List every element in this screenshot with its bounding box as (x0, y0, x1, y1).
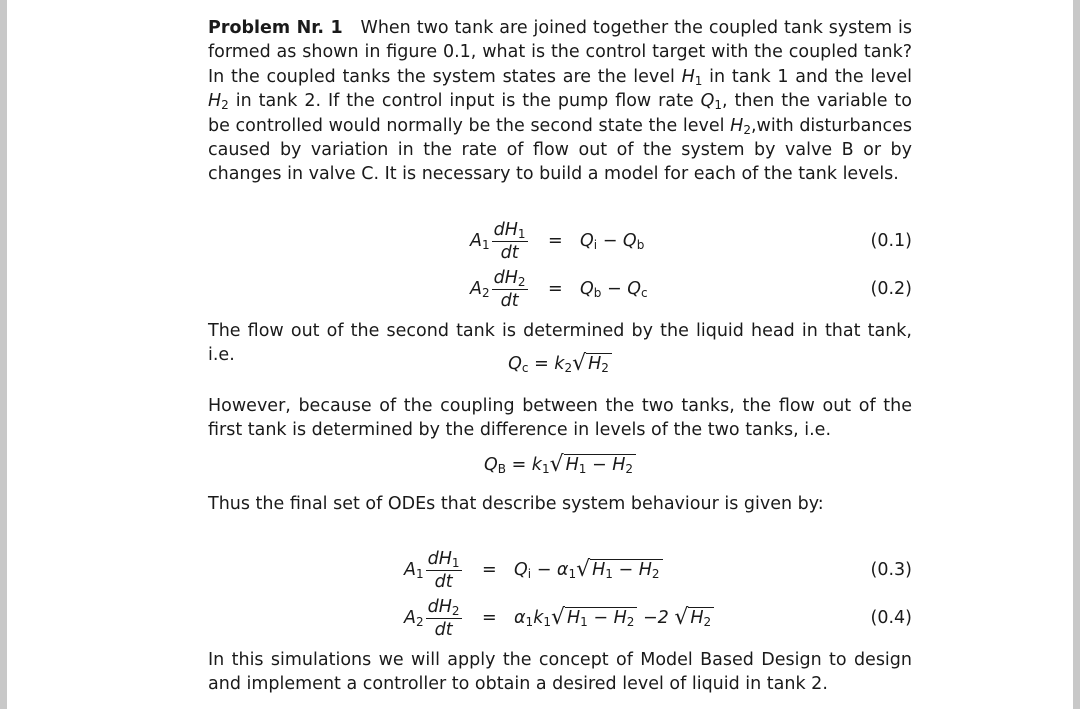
derivative-fraction: $\frac{dH_1}{dt}$ (427, 548, 460, 592)
equation-number: (0.2) (870, 279, 912, 299)
page-right-margin (1073, 0, 1080, 709)
qb-equation: $Q_B = k_1√$ $H_1 - H_2$ (208, 455, 912, 475)
lhs-coeff: $A_2$ (404, 608, 424, 629)
problem-intro: When two tank are joined together the coupled tank system is formed as shown in figure 0.1, what is the control target with the coupled tank? In the coupled tanks the system states are the level $H_1$ in tank 1 and the level $H_2$ in tank 2. If the control input is the pump flow rate $Q_1$, then the variable to be controlled would normally be the second state the level $H_2,with$ disturbances caused by variation in the rate of flow out of the system by valve B or by changes in valve C. It is necessary to build a model for each of the tank levels. (208, 18, 912, 185)
derivative-fraction: $\frac{dH_2}{dt}$ (493, 267, 526, 311)
page-left-margin (0, 0, 7, 709)
equation-rhs: $Q_i - Q_b$ (580, 231, 645, 252)
equation-rhs: $Q_i - \alpha_1√$ $H_1 - H_2$ (514, 560, 663, 580)
document-page (208, 0, 912, 709)
lhs-coeff: $A_2$ (470, 279, 490, 300)
equation-number: (0.4) (870, 608, 912, 628)
equation-number: (0.3) (870, 560, 912, 580)
equation-0-1: $A_1$ $\frac{dH_1}{dt}$ = $Q_i - Q_b$ (0.1) (470, 219, 912, 263)
flow-second-tank-text: The flow out of the second tank is determined by the liquid head in that tank, i.e. (208, 321, 912, 366)
qc-equation: $Q_c = k_2√$ $H_2$ (208, 354, 912, 374)
problem-label: Problem Nr. 1 (208, 18, 343, 38)
lhs-coeff: $A_1$ (470, 231, 490, 252)
equation-0-4: $A_2$ $\frac{dH_2}{dt}$ = $\alpha_1k_1√$ $H_1 - H_2 -2$ √ $H_2$ (0.4) (208, 595, 912, 641)
equation-rhs: $Q_b - Q_c$ (580, 279, 648, 300)
lhs-coeff: $A_1$ (404, 560, 424, 581)
derivative-fraction: $\frac{dH_1}{dt}$ (493, 219, 526, 263)
problem-paragraph (208, 16, 912, 187)
coupling-text: However, because of the coupling between the two tanks, the flow out of the first tank is determined by the difference in levels of the two tanks, i.e. (208, 396, 912, 441)
equation-0-2: $A_2$ $\frac{dH_2}{dt}$ = $Q_b - Q_c$ (0.2) (470, 267, 912, 311)
equation-0-3: $A_1$ $\frac{dH_1}{dt}$ = $Q_i - \alpha_1√$ $H_1 - H_2$ (0.3) (208, 547, 912, 593)
derivative-fraction: $\frac{dH_2}{dt}$ (427, 596, 460, 640)
final-odes-text: Thus the final set of ODEs that describe system behaviour is given by: (208, 494, 824, 514)
conclusion-text: In this simulations we will apply the concept of Model Based Design to design and implement a controller to obtain a desired level of liquid in tank 2. (208, 650, 912, 695)
equation-number: (0.1) (870, 231, 912, 251)
equation-rhs: $\alpha_1k_1√$ $H_1 - H_2 -2$ √ $H_2$ (514, 608, 714, 628)
